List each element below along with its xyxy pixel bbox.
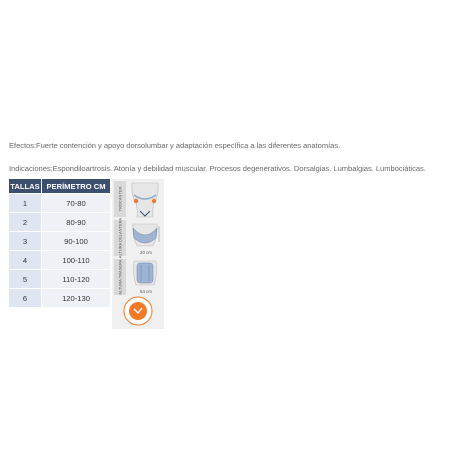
altura-delantera-strip (114, 217, 126, 259)
altura-trasera-label: ALTURA TRASERA (117, 259, 123, 295)
efectos-text: Efectos:Fuerte contención y apoyo dorsolumbar y adaptación específica a las diferentes anatomías. (9, 141, 341, 150)
perimetro-cell: 110-120 (42, 269, 110, 288)
table-row (9, 250, 110, 269)
table-row (9, 212, 110, 231)
talla-cell: 2 (9, 212, 42, 231)
perimetro-cell: 70-80 (42, 193, 110, 212)
talla-cell: 5 (9, 269, 42, 288)
talla-cell: 3 (9, 231, 42, 250)
altura-delantera-value: 20 cm (140, 250, 152, 255)
trocanter-strip (114, 181, 126, 217)
back-brace-figure (128, 259, 162, 289)
header-tallas: TALLAS (9, 179, 42, 193)
table-row (9, 231, 110, 250)
trocanter-label: TROCÁNTER (117, 186, 123, 212)
trocanter-hips-figure (128, 181, 162, 219)
size-table (9, 179, 110, 307)
size-table-header (9, 179, 110, 193)
orange-seal-icon (114, 294, 162, 328)
table-row (9, 288, 110, 307)
perimetro-cell: 120-130 (42, 288, 110, 307)
talla-cell: 4 (9, 250, 42, 269)
altura-trasera-strip (114, 259, 126, 295)
perimetro-cell: 100-110 (42, 250, 110, 269)
talla-cell: 6 (9, 288, 42, 307)
indicaciones-text: Indicaciones:Espondiloartrosis. Atonía y debilidad muscular. Procesos degenerativos. Dorsalgias. Lumbalgias. Lumbociáticas. (9, 164, 426, 173)
front-brace-figure (128, 220, 162, 250)
altura-delantera-label: ALTURA DELANTERA (117, 217, 123, 259)
table-row (9, 193, 110, 212)
talla-cell: 1 (9, 193, 42, 212)
perimetro-cell: 90-100 (42, 231, 110, 250)
measurement-figures-panel (112, 179, 164, 329)
perimetro-cell: 80-90 (42, 212, 110, 231)
altura-trasera-value: 54 cm (140, 289, 152, 294)
table-row (9, 269, 110, 288)
header-perimetro: PERÍMETRO CM (42, 179, 110, 193)
